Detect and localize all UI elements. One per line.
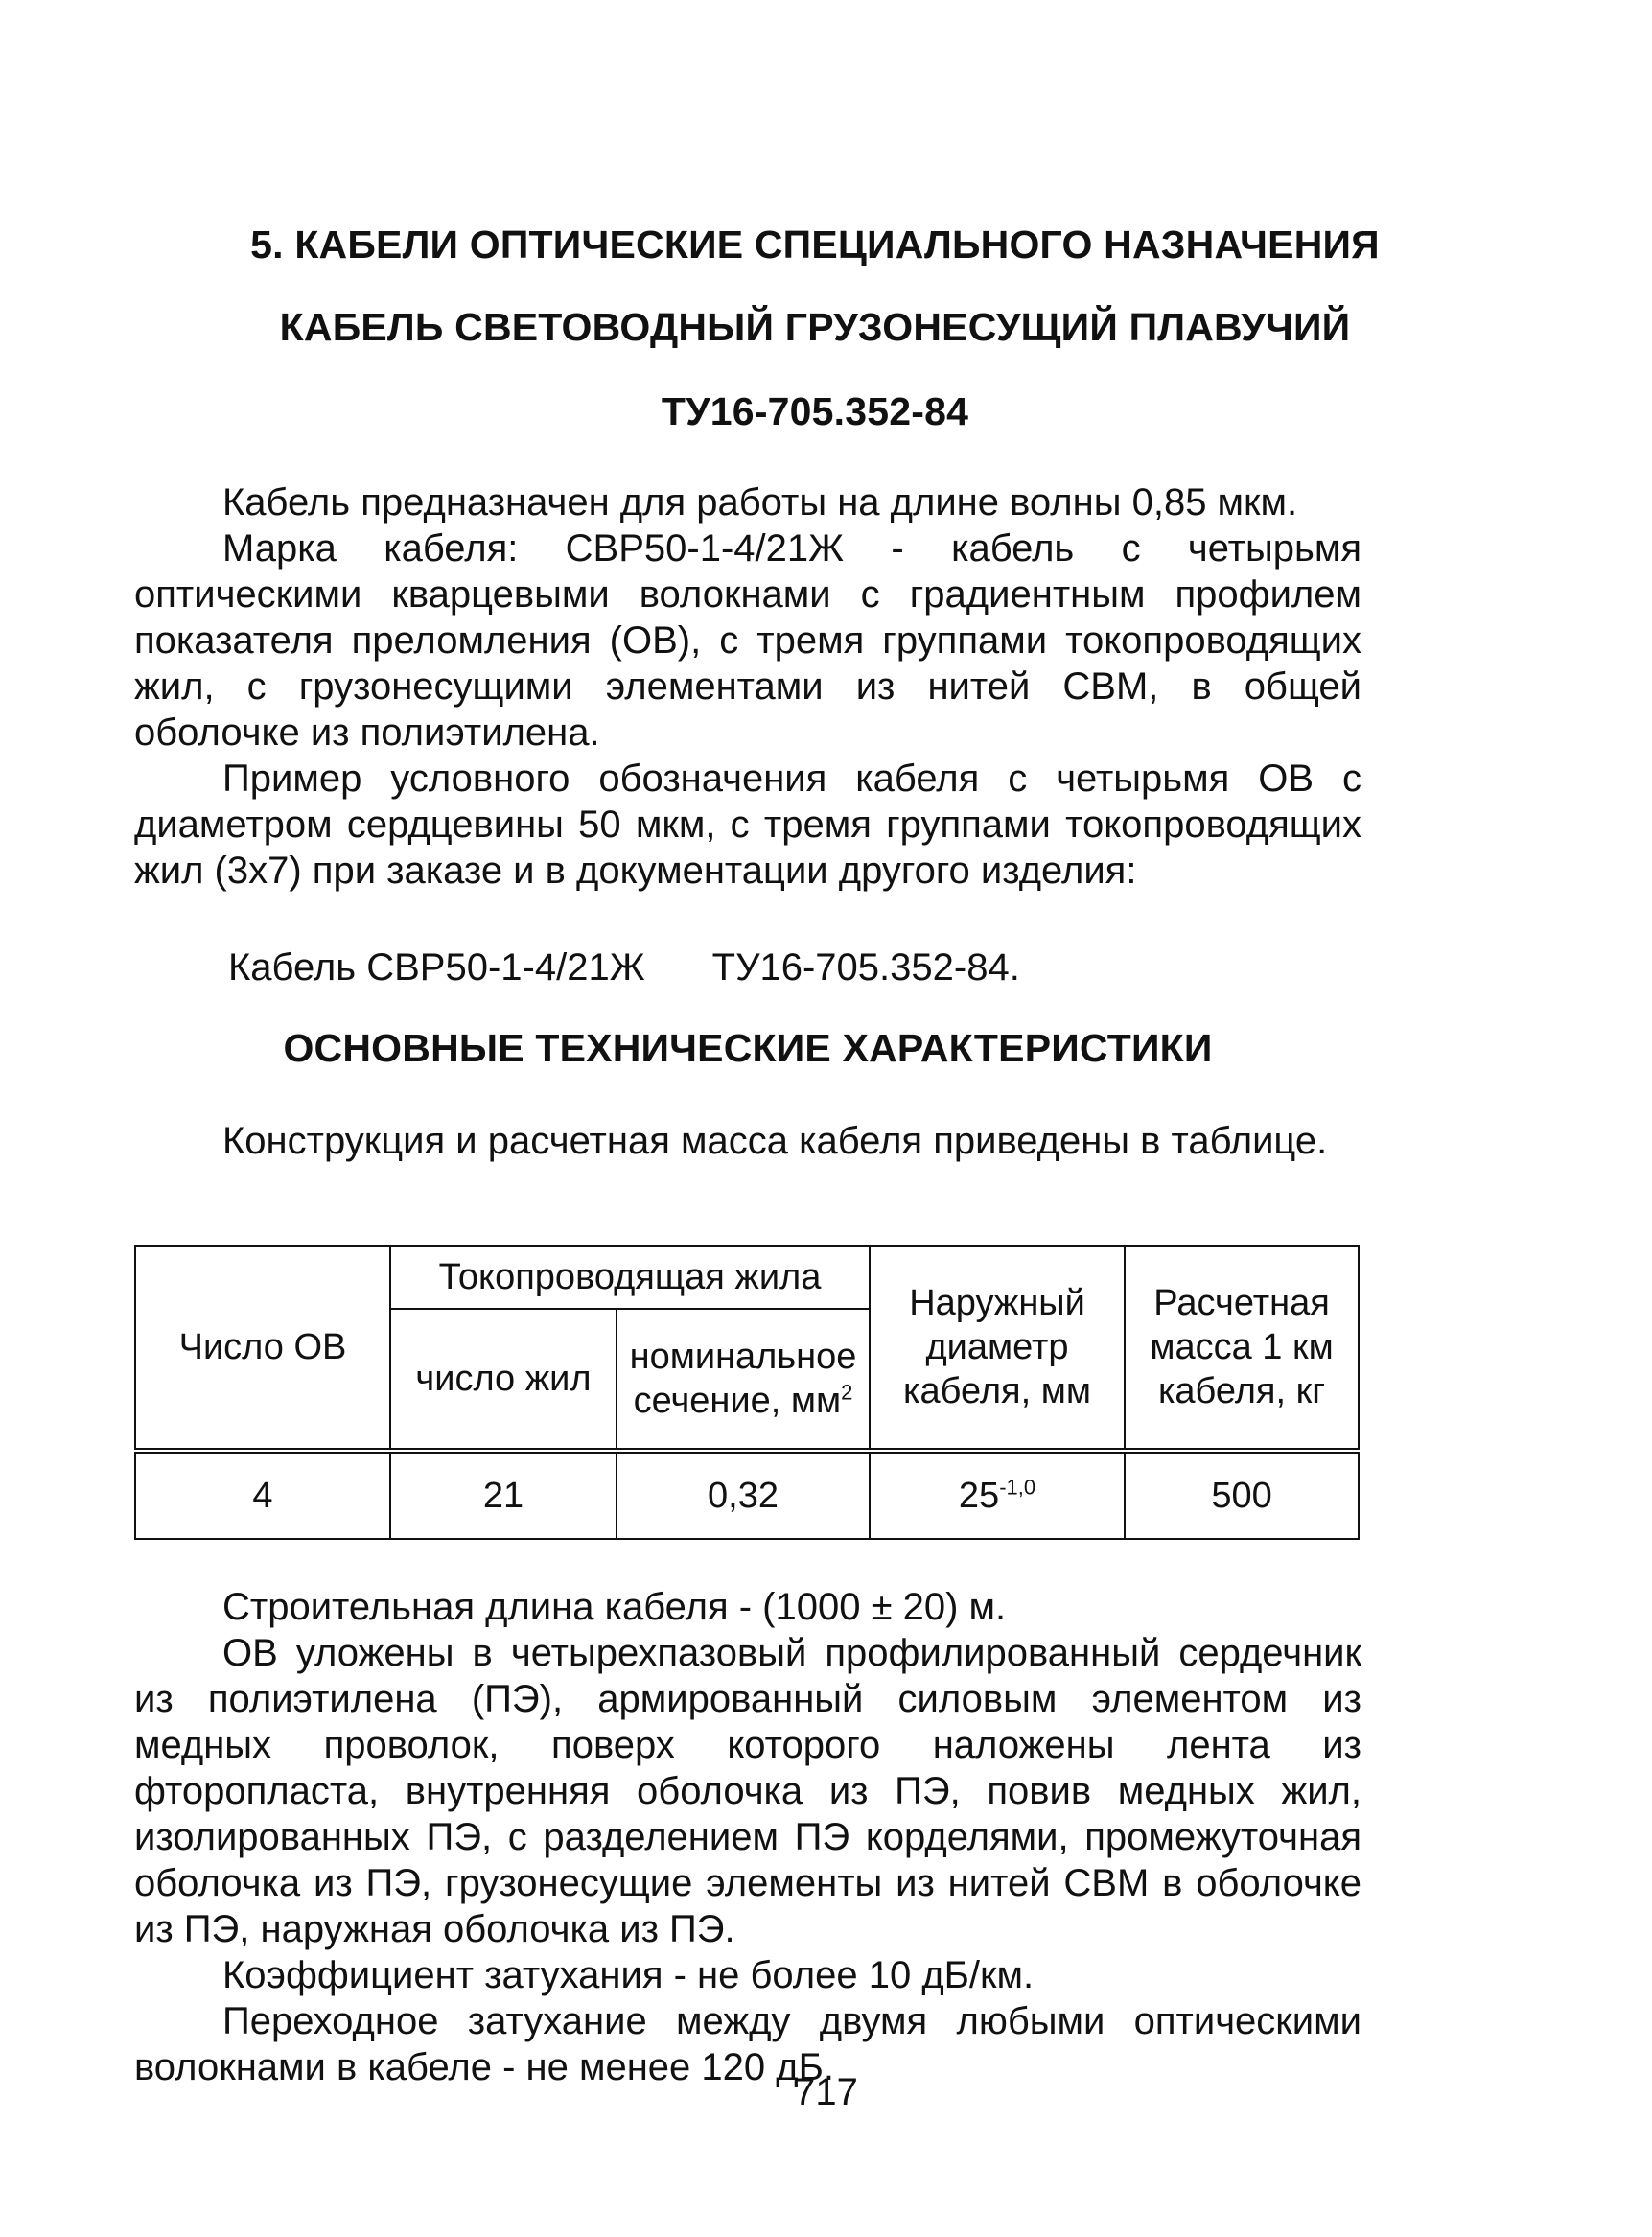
construction-paragraph xyxy=(134,1630,1361,1952)
outer-diameter-tolerance: -1,0 xyxy=(999,1475,1036,1500)
attenuation-paragraph xyxy=(134,1952,1361,1998)
purpose-paragraph xyxy=(134,479,1361,525)
spec-number: ТУ16-705.352-84 xyxy=(661,389,969,433)
brand-paragraph xyxy=(134,525,1361,756)
header-fiber-count: Число ОВ xyxy=(135,1246,390,1451)
cell-mass: 500 xyxy=(1125,1451,1359,1539)
header-conductor-group: Токопроводящая жила xyxy=(390,1246,870,1309)
characteristics-title: ОСНОВНЫЕ ТЕХНИЧЕСКИЕ ХАРАКТЕРИСТИКИ xyxy=(283,1026,1213,1070)
attenuation-text: Коэффициент затухания - не более 10 дБ/км. xyxy=(222,1954,1035,1996)
page-number: 717 xyxy=(794,2071,858,2113)
cell-cross-section: 0,32 xyxy=(617,1451,870,1539)
after-table-block xyxy=(134,1584,1361,2090)
length-text: Строительная длина кабеля - (1000 ± 20) м. xyxy=(222,1586,1007,1628)
table-header-row xyxy=(135,1246,1359,1309)
length-paragraph xyxy=(134,1584,1361,1630)
cell-wire-count: 21 xyxy=(390,1451,617,1539)
crosstalk-text: Переходное затухание между двумя любыми оптическими волокнами в кабеле - не менее 120 дБ. xyxy=(134,2000,1361,2088)
table-row xyxy=(135,1451,1359,1539)
designation-code: ТУ16-705.352-84. xyxy=(711,946,1020,989)
intro-block xyxy=(134,479,1361,894)
header-wire-count: число жил xyxy=(390,1309,617,1451)
header-outer-diameter: Наружный диаметр кабеля, мм xyxy=(870,1246,1125,1451)
purpose-text: Кабель предназначен для работы на длине волны 0,85 мкм. xyxy=(222,481,1298,524)
example-paragraph xyxy=(134,756,1361,894)
designation-line xyxy=(228,946,1020,990)
construction-text: ОВ уложены в четырехпазовый профилированный сердечник из полиэтилена (ПЭ), армированный силовым элементом из медных проволок, поверх которого наложены лента из фторопласта, внутренняя оболочка из ПЭ, повив медных жил, изолированных ПЭ, с разделением ПЭ корделями, промежуточная оболочка из ПЭ, грузонесущие элементы из нитей СВМ в оболочке из ПЭ, наружная оболочка из ПЭ. xyxy=(134,1632,1361,1950)
brand-text: Марка кабеля: СВР50-1-4/21Ж - кабель с четырьмя оптическими кварцевыми волокнами с градиентным профилем показателя преломления (ОВ), с тремя группами токопроводящих жил, с грузонесущими элементами из нитей СВМ, в общей оболочке из полиэтилена. xyxy=(134,527,1361,754)
table-intro-text: Конструкция и расчетная масса кабеля приведены в таблице. xyxy=(222,1120,1328,1162)
example-text: Пример условного обозначения кабеля с четырьмя ОВ с диаметром сердцевины 50 мкм, с тремя группами токопроводящих жил (3х7) при заказе и в документации другого изделия: xyxy=(134,757,1361,892)
cell-outer-diameter xyxy=(870,1451,1125,1539)
header-mass: Расчетная масса 1 км кабеля, кг xyxy=(1125,1246,1359,1451)
cell-fiber-count: 4 xyxy=(135,1451,390,1539)
spec-table xyxy=(134,1245,1360,1540)
designation-name: Кабель СВР50-1-4/21Ж xyxy=(228,946,645,989)
header-cross-section-sup: 2 xyxy=(841,1380,853,1405)
header-cross-section: номинальное сечение, мм xyxy=(629,1337,857,1421)
outer-diameter-value: 25 xyxy=(958,1476,1000,1516)
section-title: 5. КАБЕЛИ ОПТИЧЕСКИЕ СПЕЦИАЛЬНОГО НАЗНАЧЕНИЯ xyxy=(250,222,1380,267)
table-intro-paragraph xyxy=(134,1118,1361,1164)
cable-title: КАБЕЛЬ СВЕТОВОДНЫЙ ГРУЗОНЕСУЩИЙ ПЛАВУЧИЙ xyxy=(279,305,1351,349)
header-cross-section-cell xyxy=(617,1309,870,1451)
